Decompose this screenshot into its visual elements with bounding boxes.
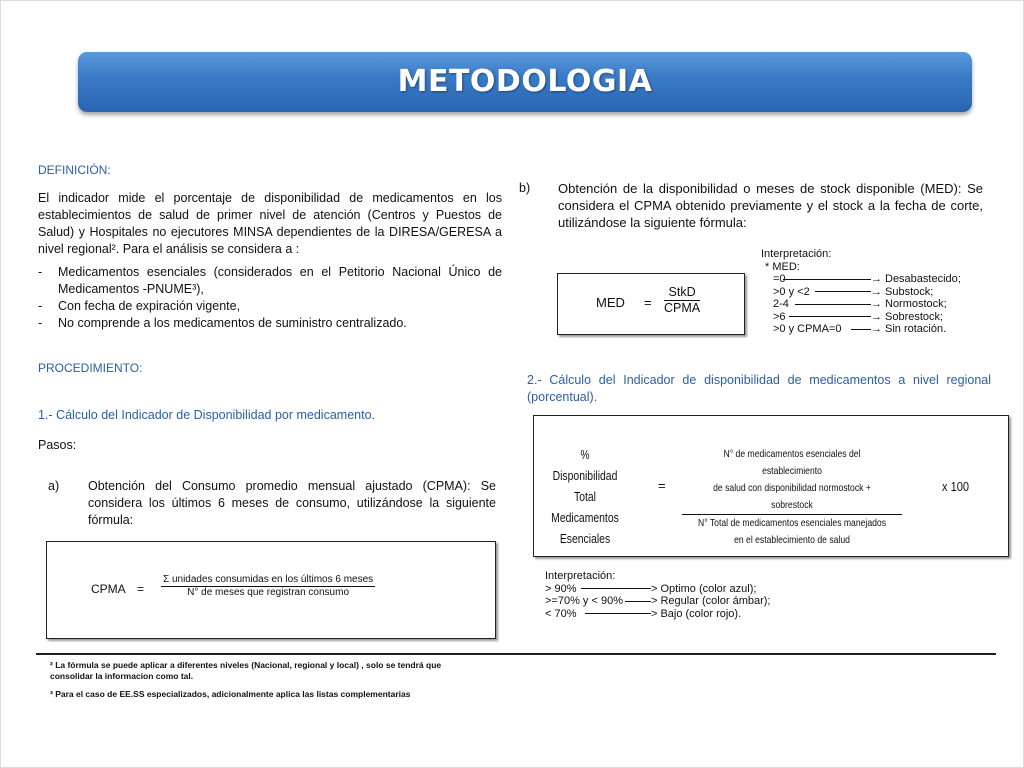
disp-equals: =	[658, 478, 666, 493]
step-a-text: Obtención del Consumo promedio mensual ajustado (CPMA): Se considera los últimos 6 meses de consumo, utilizándose la siguiente fórmula:	[88, 479, 496, 527]
disp-fraction	[672, 446, 912, 549]
med-interp-row: >6 → Sobrestock;	[773, 310, 944, 323]
med-interpretation-sub: * MED:	[765, 260, 800, 273]
step-a-letter: a)	[48, 479, 60, 493]
arrow-right-icon: →	[871, 285, 882, 298]
list-item: - No comprende a los medicamentos de suministro centralizado.	[38, 316, 407, 330]
procedimiento-heading: PROCEDIMIENTO:	[38, 361, 143, 375]
med-interp-row: =0 → Desabastecido;	[773, 273, 961, 285]
definicion-heading: DEFINICIÓN:	[38, 163, 111, 177]
disp-denominator-line-1: N° Total de medicamentos esenciales manejados	[697, 517, 887, 529]
med-numerator: StkD	[664, 285, 700, 301]
med-formula-box	[557, 273, 745, 335]
med-interpretation-title: Interpretación:	[761, 248, 832, 260]
med-equals: =	[644, 295, 652, 310]
arrow-right-icon: >	[651, 595, 658, 607]
disp-interpretation	[545, 570, 845, 620]
med-fraction	[664, 285, 700, 315]
arrow-right-icon: →	[871, 298, 882, 310]
disp-interp-row: >=70% y < 90% > Regular (color ámbar);	[545, 595, 771, 607]
disp-lhs: % Disponibilidad Total Medicamentos Esenciales	[551, 447, 619, 546]
med-lhs: MED	[596, 295, 625, 310]
arrow-right-icon: →	[871, 273, 882, 285]
disp-numerator-line-2: de salud con disponibilidad normostock + sobrestock	[713, 482, 871, 511]
cpma-equals: =	[137, 582, 145, 596]
cpma-formula-box	[46, 541, 496, 639]
arrow-right-icon: >	[651, 582, 658, 595]
cpma-fraction	[161, 574, 375, 598]
title-banner	[78, 52, 972, 112]
med-interpretation	[761, 248, 991, 336]
disp-interpretation-title: Interpretación:	[545, 570, 616, 582]
disp-interp-row: < 70% > Bajo (color rojo).	[545, 607, 742, 620]
list-item: - Medicamentos esenciales (considerados en el Petitorio Nacional Único de Medicamentos -PNUME³),	[38, 265, 502, 296]
disponibilidad-formula-box	[533, 415, 1009, 557]
definicion-list	[38, 264, 502, 332]
disp-denominator-line-2: en el establecimiento de salud	[734, 534, 850, 546]
med-interp-row: >0 y CPMA=0 → Sin rotación.	[773, 323, 947, 335]
list-item: - Con fecha de expiración vigente,	[38, 299, 241, 313]
footnote-2: ³ Para el caso de EE.SS especializados, adicionalmente aplica las listas complementarias	[50, 689, 411, 699]
disp-interp-row: > 90% > Optimo (color azul);	[545, 582, 757, 595]
step-b-text: Obtención de la disponibilidad o meses de stock disponible (MED): Se considera el CPMA obtenido previamente y el stock a la fecha de corte, utilizándose la siguiente fórmula:	[558, 181, 983, 230]
arrow-right-icon: →	[871, 310, 882, 323]
cpma-lhs: CPMA	[91, 582, 126, 596]
footnote-divider	[36, 653, 996, 655]
step1-heading: 1.- Cálculo del Indicador de Disponibilidad por medicamento.	[38, 408, 375, 422]
cpma-denominator: N° de meses que registran consumo	[187, 587, 350, 598]
arrow-right-icon: →	[871, 323, 882, 335]
disp-numerator-line-1: N° de medicamentos esenciales del establecimiento	[723, 448, 861, 477]
disp-multiplier: x 100	[942, 479, 970, 494]
med-interp-row: >0 y <2 → Substock;	[773, 285, 934, 298]
step2-heading: 2.- Cálculo del Indicador de disponibilidad de medicamentos a nivel regional (porcentual).	[527, 373, 991, 404]
med-denominator: CPMA	[664, 301, 701, 315]
med-interp-row: 2-4 → Normostock;	[773, 298, 947, 310]
pasos-label: Pasos:	[38, 438, 77, 452]
arrow-right-icon: >	[651, 607, 658, 620]
definicion-text: El indicador mide el porcentaje de disponibilidad de medicamentos en los establecimientos de salud de primer nivel de atención (Centros y Puestos de Salud) y Hospitales no ejecutores MINSA dependientes de la DIRESA/GERESA a nivel regional². Para el análisis se considera a :	[38, 191, 502, 256]
footnote-1: ² La fórmula se puede aplicar a diferentes niveles (Nacional, regional y local) , solo se tendrá que consolidar la informacion como tal.	[50, 660, 442, 681]
page-title: METODOLOGIA	[397, 64, 653, 99]
cpma-numerator: Σ unidades consumidas en los últimos 6 meses	[163, 574, 374, 585]
step-b-letter: b)	[519, 181, 531, 195]
